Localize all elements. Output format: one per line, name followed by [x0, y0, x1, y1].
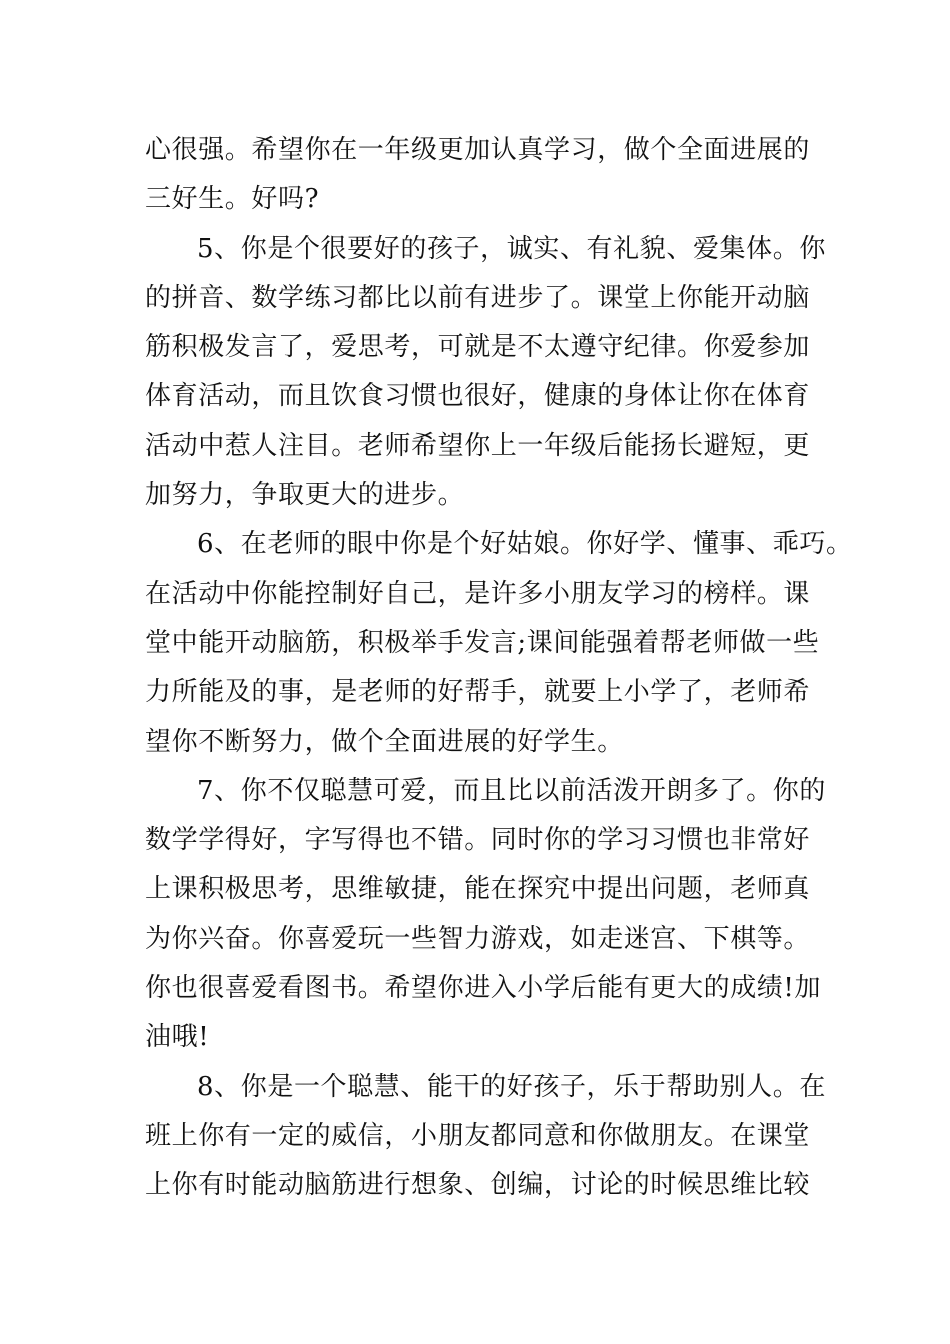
text-line: 油哦! [145, 1022, 210, 1053]
text-line: 数学学得好，字写得也不错。同时你的学习习惯也非常好 [145, 825, 811, 856]
paragraph-first-line: 6、在老师的眼中你是个好姑娘。你好学、懂事、乖巧。 [197, 529, 853, 560]
paragraph-first-line: 7、你不仅聪慧可爱，而且比以前活泼开朗多了。你的 [197, 775, 826, 806]
text-line: 三好生。好吗? [145, 184, 320, 215]
text-line: 望你不断努力，做个全面进展的好学生。 [145, 726, 624, 757]
paragraph-first-line: 5、你是个很要好的孩子，诚实、有礼貌、爱集体。你 [197, 233, 826, 264]
text-line: 的拼音、数学练习都比以前有进步了。课堂上你能开动脑 [145, 282, 811, 313]
text-line: 活动中惹人注目。老师希望你上一年级后能扬长避短，更 [145, 430, 811, 461]
text-line: 你也很喜爱看图书。希望你进入小学后能有更大的成绩!加 [145, 973, 822, 1004]
document-body-text [145, 126, 853, 1211]
text-line: 在活动中你能控制好自己，是许多小朋友学习的榜样。课 [145, 578, 811, 609]
text-line: 为你兴奋。你喜爱玩一些智力游戏，如走迷宫、下棋等。 [145, 923, 811, 954]
text-line: 堂中能开动脑筋，积极举手发言;课间能强着帮老师做一些 [145, 627, 820, 658]
text-line: 体育活动，而且饮食习惯也很好，健康的身体让你在体育 [145, 381, 811, 412]
text-line: 心很强。希望你在一年级更加认真学习，做个全面进展的 [145, 135, 811, 165]
text-line: 上课积极思考，思维敏捷，能在探究中提出问题，老师真 [145, 874, 811, 905]
text-line: 加努力，争取更大的进步。 [145, 480, 465, 511]
text-line: 筋积极发言了，爱思考，可就是不太遵守纪律。你爱参加 [145, 332, 811, 363]
text-line: 班上你有一定的威信，小朋友都同意和你做朋友。在课堂 [145, 1120, 811, 1151]
text-line: 力所能及的事，是老师的好帮手，就要上小学了，老师希 [145, 677, 811, 708]
paragraph-first-line: 8、你是一个聪慧、能干的好孩子，乐于帮助别人。在 [197, 1071, 826, 1102]
text-line: 上你有时能动脑筋进行想象、创编，讨论的时候思维比较 [145, 1170, 811, 1201]
